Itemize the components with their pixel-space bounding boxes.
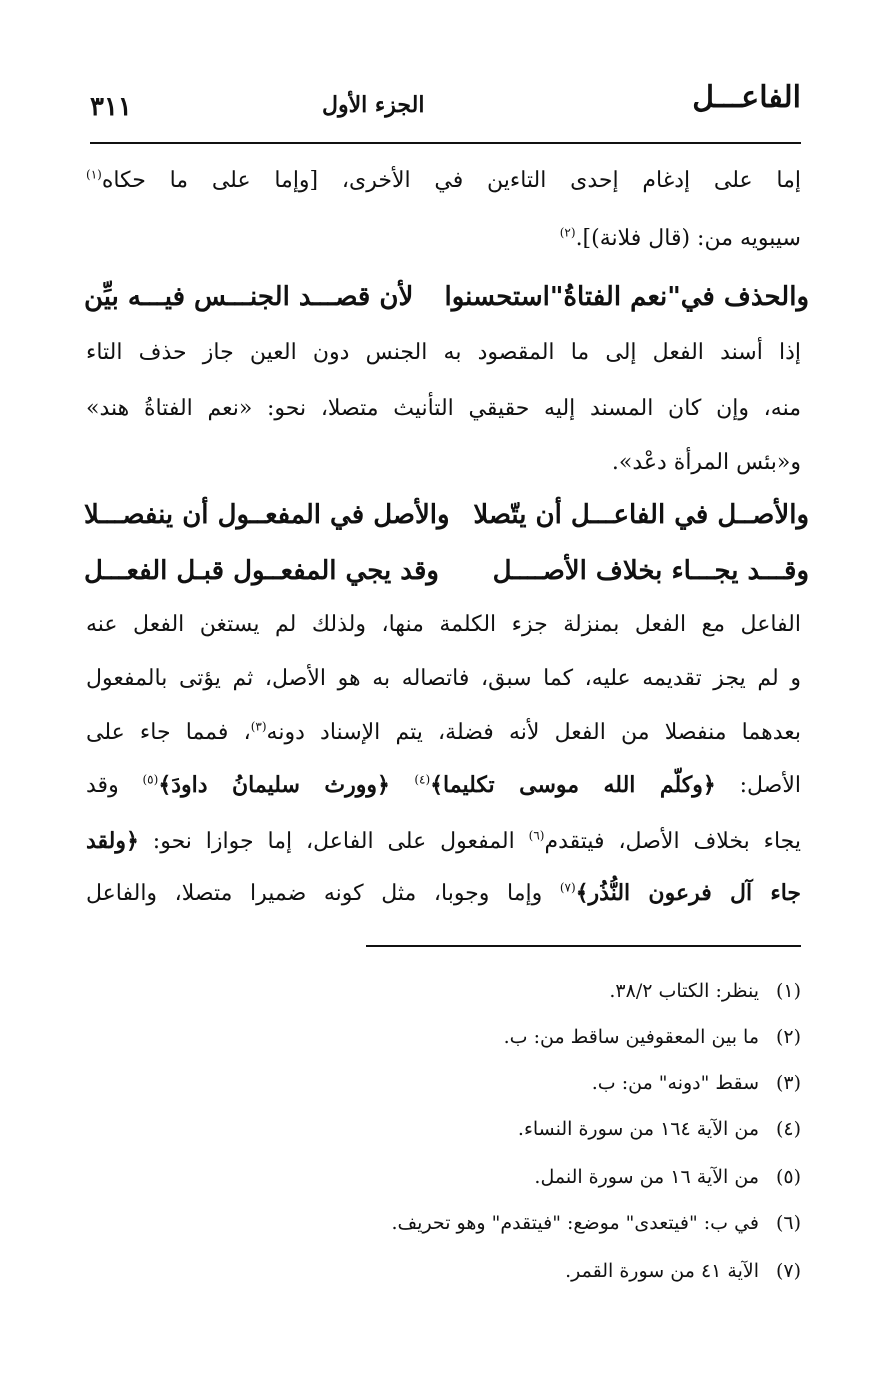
footnote-ref: (٥) [142, 772, 159, 787]
footnote-ref: (١) [86, 167, 102, 182]
footnote-ref: (٤) [414, 772, 431, 787]
footnote-text: ينظر: الكتاب ٣٨/٢. [609, 980, 759, 1002]
footnote-ref: (٦) [528, 828, 545, 843]
text-line: و لم يجز تقديمه عليه، كما سبق، فاتصاله به هو الأصل، ثم يؤتى بالمفعول [86, 666, 801, 691]
text-span: الأصل: [715, 773, 801, 798]
text-span: سيبويه من: (قال فلانة)]. [575, 226, 801, 251]
footnote-text: من الآية ١٦٤ من سورة النساء. [517, 1118, 759, 1140]
verse-hemistich-left: لأن قصـــد الجنـــس فيـــه بيِّن [84, 282, 414, 312]
text-line [86, 226, 801, 251]
part-label: الجزء الأول [322, 92, 425, 118]
footnote-text: سقط "دونه" من: ب. [591, 1072, 759, 1094]
footnote [592, 1072, 801, 1094]
footnote-ref: (٧) [559, 880, 576, 895]
text-line [86, 828, 801, 854]
text-span: المفعول على الفاعل، إما جوازا نحو: [138, 829, 529, 854]
verse-hemistich-right: والحذف في"نعم الفتاةُ"استحسنوا [444, 282, 809, 312]
footnote-text: الآية ٤١ من سورة القمر. [565, 1260, 759, 1282]
header-rule [90, 142, 801, 144]
quran-quote: ﴿وورث سليمانُ داودَ﴾ [158, 772, 415, 798]
text-line [86, 168, 801, 193]
text-span: وإما وجوبا، مثل كونه ضميرا متصلا، والفاعل [86, 881, 560, 906]
text-span: بعدهما منفصلا من الفعل لأنه فضلة، يتم الإسناد دونه [266, 720, 801, 745]
verse-hemistich-right: والأصــل في الفاعـــل أن يتّصلا [473, 500, 809, 530]
verse-hemistich-right: وقـــد يجـــاء بخلاف الأصــــل [492, 556, 809, 586]
footnote [609, 980, 801, 1002]
footnote-text: ما بين المعقوفين ساقط من: ب. [503, 1026, 759, 1048]
text-line: الفاعل مع الفعل بمنزلة جزء الكلمة منها، ولذلك لم يستغن الفعل عنه [86, 612, 801, 637]
footnote-text: من الآية ١٦ من سورة النمل. [534, 1166, 759, 1188]
footnote-ref: (٢) [559, 225, 576, 240]
footnote-text: في ب: "فيتعدى" موضع: "فيتقدم" وهو تحريف. [391, 1212, 759, 1234]
footnote-number: (٤) [775, 1118, 801, 1140]
footnote-number: (١) [775, 980, 801, 1002]
text-line: منه، وإن كان المسند إليه حقيقي التأنيث متصلا، نحو: «نعم الفتاةُ هند» [86, 396, 801, 421]
verse-hemistich-left: والأصل في المفعــول أن ينفصـــلا [84, 500, 450, 530]
chapter-title: الفاعـــل [692, 80, 801, 115]
text-line: إذا أسند الفعل إلى ما المقصود به الجنس دون العين جاز حذف التاء [86, 340, 801, 365]
footnote [518, 1118, 801, 1140]
text-line [86, 880, 801, 906]
footnote [391, 1212, 801, 1234]
text-span: وقد [86, 773, 143, 798]
quran-quote: ﴿ولقد [86, 828, 139, 854]
footnote-number: (٦) [775, 1212, 801, 1234]
page-number: ٣١١ [90, 92, 132, 122]
footnote-number: (٧) [775, 1260, 801, 1282]
text-line: و«بئس المرأة دعْد». [611, 450, 801, 475]
quran-quote: ﴿وكلّم الله موسى تكليما﴾ [430, 772, 716, 798]
text-line [86, 720, 801, 745]
footnote [504, 1026, 801, 1048]
footnote-number: (٢) [775, 1026, 801, 1048]
footnote-number: (٥) [775, 1166, 801, 1188]
footnote-number: (٣) [775, 1072, 801, 1094]
text-span: إما على إدغام إحدى التاءين في الأخرى، [وإما على ما حكاه [101, 168, 801, 193]
footnote-separator [366, 945, 801, 947]
text-line [86, 772, 801, 798]
verse-hemistich-left: وقد يجي المفعــول قبـل الفعـــل [84, 556, 439, 586]
footnote [534, 1166, 801, 1188]
text-span: يجاء بخلاف الأصل، فيتقدم [544, 829, 801, 854]
footnote-ref: (٣) [250, 719, 267, 734]
footnote [565, 1260, 801, 1282]
text-span: ، فمما جاء على [86, 720, 251, 745]
quran-quote: جاء آل فرعون النُّذُر﴾ [575, 880, 802, 906]
